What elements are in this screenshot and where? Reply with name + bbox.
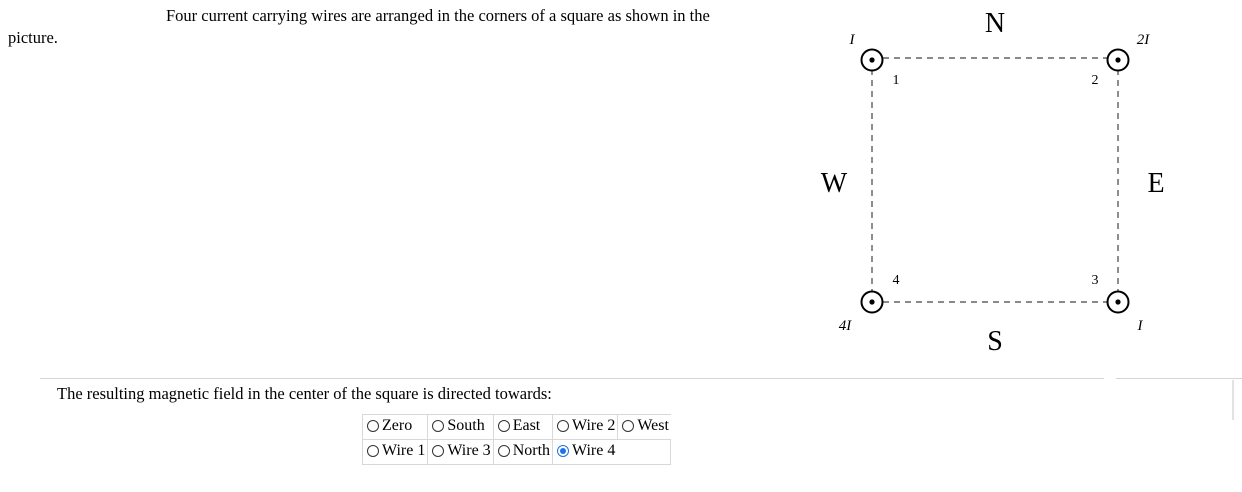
option-south[interactable]: South xyxy=(428,415,493,440)
wire-2-current-label: 2I xyxy=(1136,32,1150,48)
wire-3-current-label: I xyxy=(1137,318,1143,334)
wire-4-current-label: 4I xyxy=(838,318,852,334)
intro-text-line1: Four current carrying wires are arranged in the corners of a square as shown in the xyxy=(166,6,710,25)
radio-icon[interactable] xyxy=(367,420,379,432)
options-row-1 xyxy=(363,415,671,440)
wire-4-out-of-page-icon xyxy=(862,292,883,313)
west-label: W xyxy=(820,168,848,199)
east-label: E xyxy=(1147,168,1165,199)
options-row-2 xyxy=(363,440,671,465)
wire-2-out-of-page-icon xyxy=(1108,50,1129,71)
wire-square-diagram xyxy=(800,0,1220,370)
panel-edge xyxy=(1232,380,1234,420)
radio-icon[interactable] xyxy=(557,420,569,432)
radio-icon[interactable] xyxy=(432,420,444,432)
option-west[interactable]: West xyxy=(618,415,671,440)
intro-text-line2: picture. xyxy=(8,28,58,47)
divider-line-right xyxy=(1116,378,1242,379)
south-label: S xyxy=(987,326,1003,357)
option-zero[interactable]: Zero xyxy=(363,415,428,440)
wire-number-4: 4 xyxy=(892,273,900,288)
radio-icon[interactable] xyxy=(622,420,634,432)
radio-icon[interactable] xyxy=(498,420,510,432)
option-east[interactable]: East xyxy=(493,415,552,440)
option-wire-4[interactable]: Wire 4 xyxy=(553,440,671,465)
radio-icon[interactable] xyxy=(367,445,379,457)
wire-number-1: 1 xyxy=(892,73,900,88)
option-wire-1[interactable]: Wire 1 xyxy=(363,440,428,465)
wire-3-out-of-page-icon xyxy=(1108,292,1129,313)
option-wire-3[interactable]: Wire 3 xyxy=(428,440,493,465)
radio-icon[interactable] xyxy=(498,445,510,457)
divider-line xyxy=(40,378,1104,379)
wire-1-current-label: I xyxy=(849,32,855,48)
wire-1-out-of-page-icon xyxy=(862,50,883,71)
option-north[interactable]: North xyxy=(493,440,552,465)
wire-number-2: 2 xyxy=(1091,73,1099,88)
question-text: The resulting magnetic field in the center of the square is directed towards: xyxy=(57,384,552,403)
radio-selected-icon[interactable] xyxy=(557,445,569,457)
option-wire-2[interactable]: Wire 2 xyxy=(553,415,618,440)
wire-number-3: 3 xyxy=(1091,273,1099,288)
radio-icon[interactable] xyxy=(432,445,444,457)
north-label: N xyxy=(984,8,1006,39)
answer-options-table xyxy=(362,414,671,465)
